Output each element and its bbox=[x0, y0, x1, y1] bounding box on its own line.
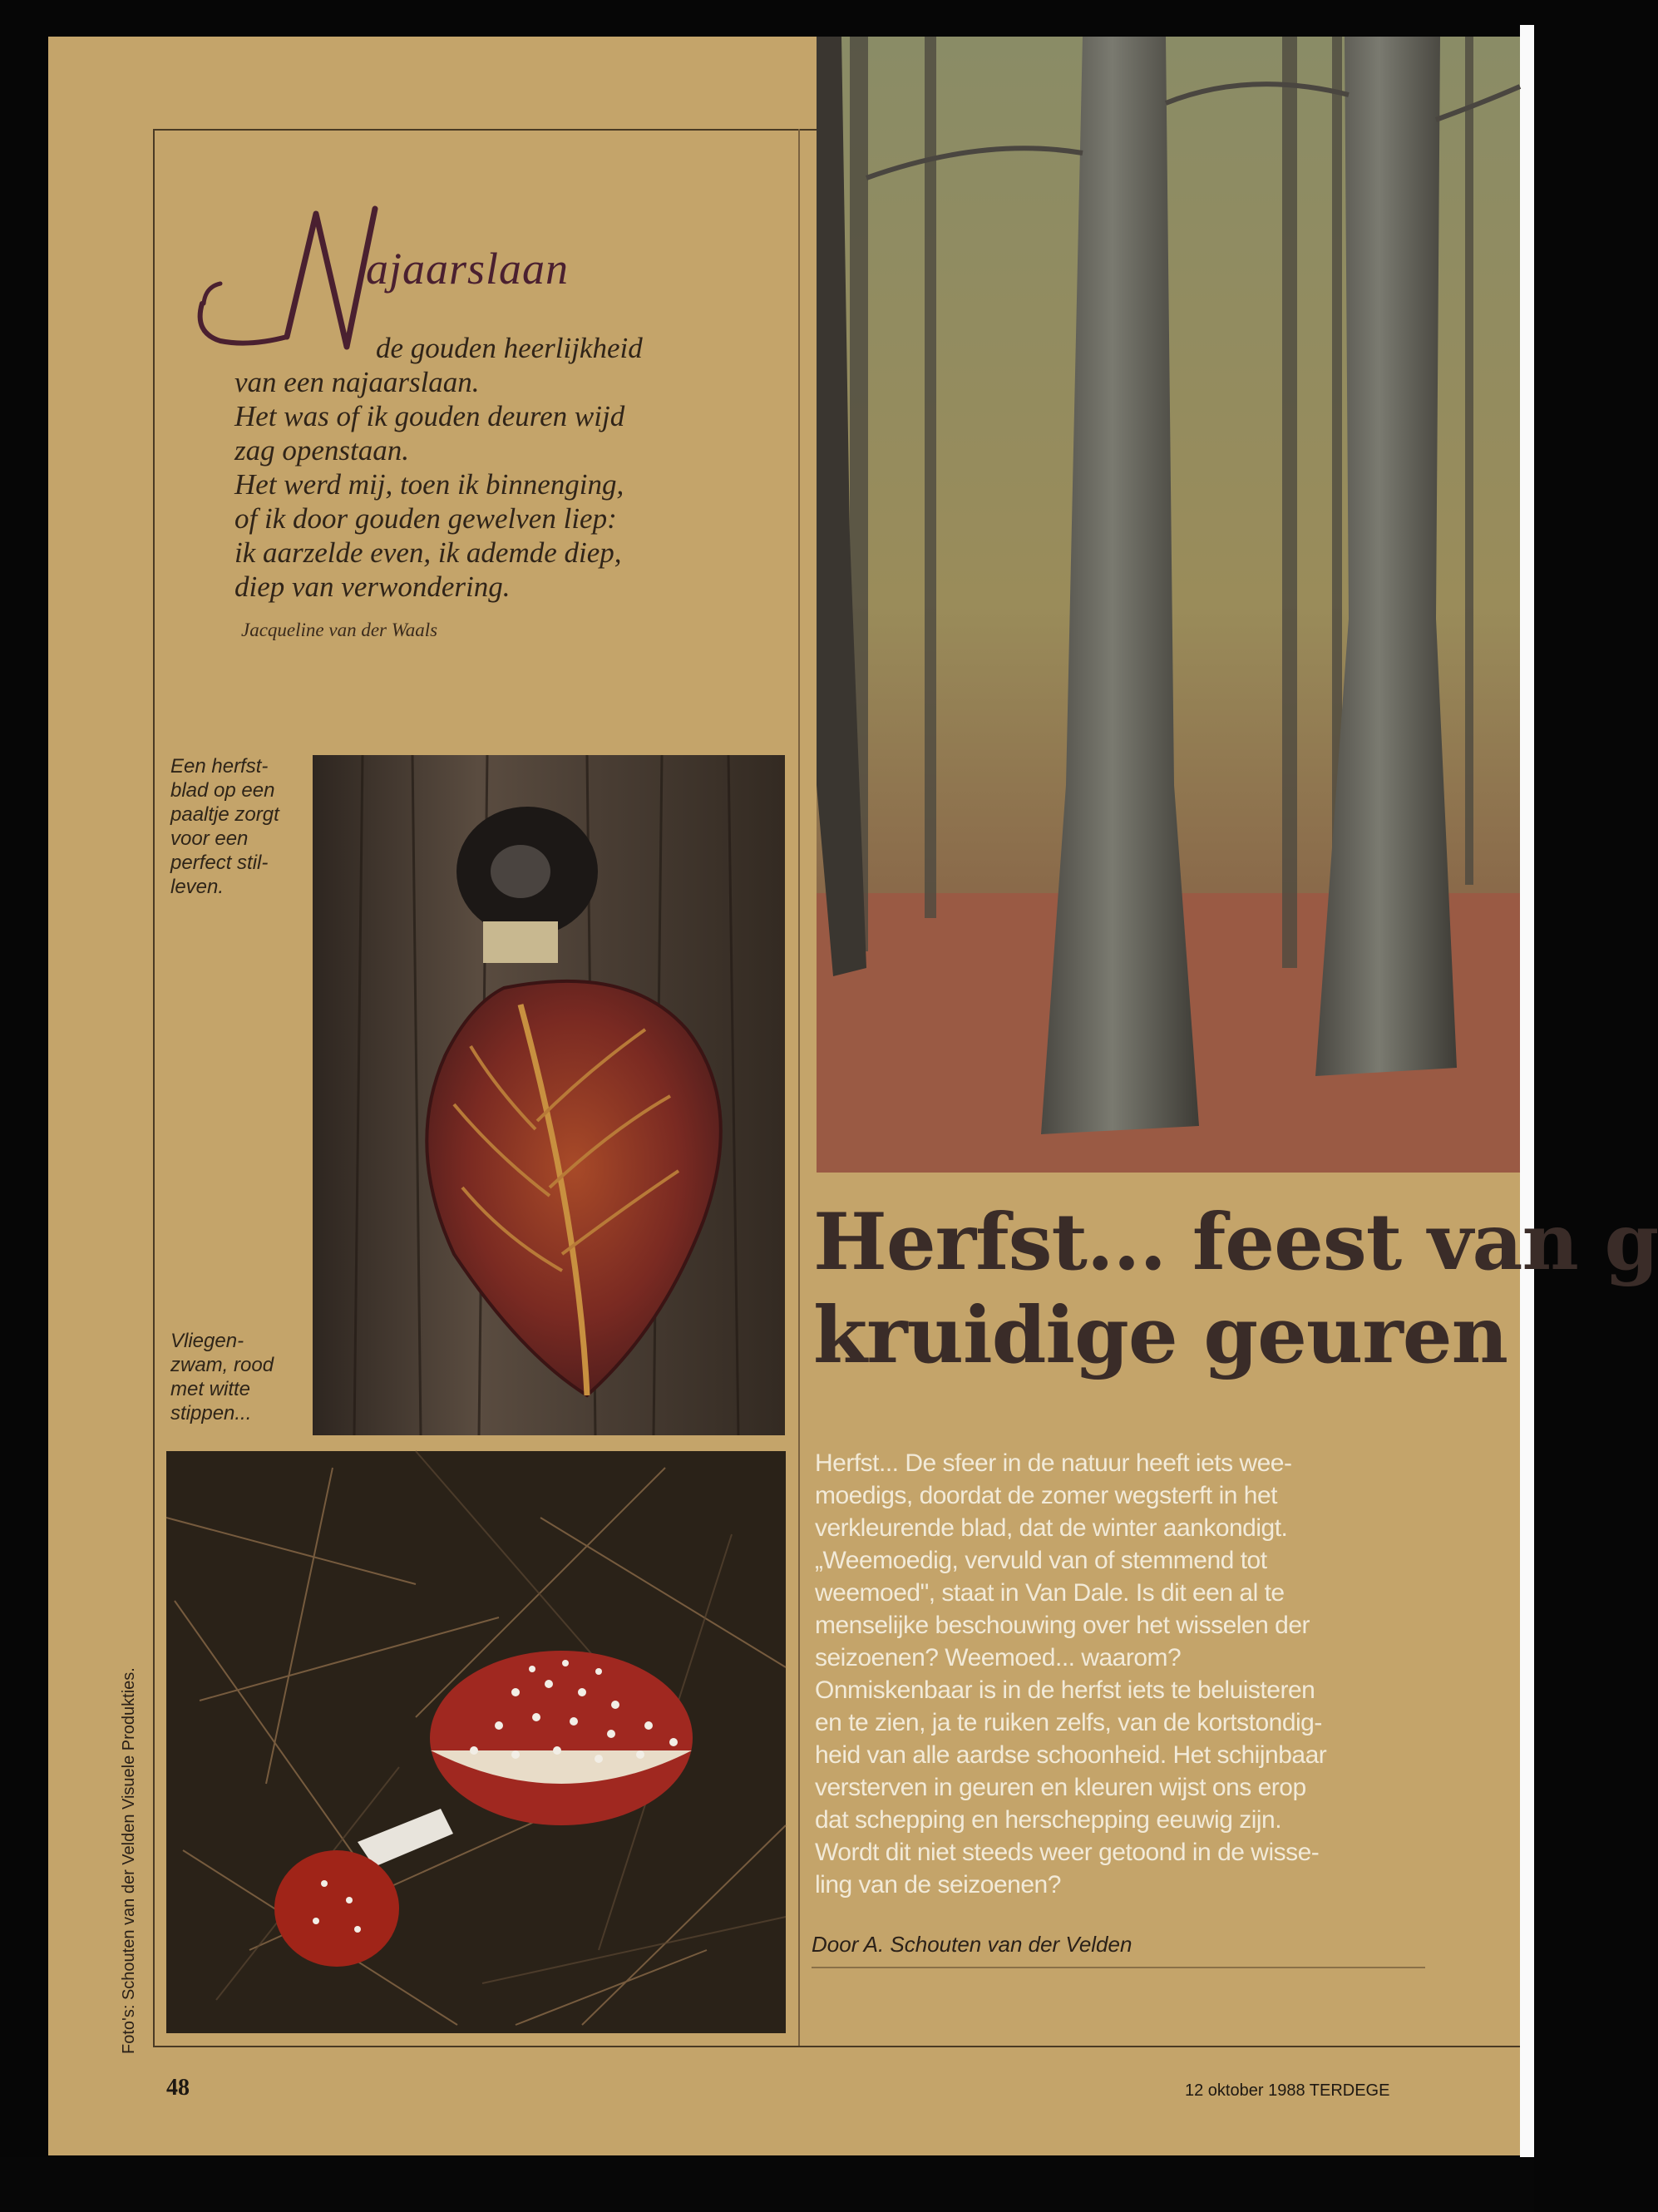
caption-line: voor een bbox=[170, 827, 249, 850]
caption-mushroom bbox=[170, 1329, 303, 1425]
body-line: Onmiskenbaar is in de herfst iets te beluisteren bbox=[815, 1676, 1315, 1704]
body-line: Herfst... De sfeer in de natuur heeft iets wee- bbox=[815, 1449, 1292, 1477]
photo-fly-agaric bbox=[166, 1451, 786, 2033]
article-headline bbox=[813, 1196, 1658, 1382]
caption-line: met witte bbox=[170, 1378, 251, 1400]
body-line: „Weemoedig, vervuld van of stemmend tot bbox=[815, 1547, 1267, 1574]
poem-line: diep van verwondering. bbox=[234, 570, 511, 603]
photo-leaf-on-post bbox=[313, 755, 785, 1435]
poem-line: of ik door gouden gewelven liep: bbox=[234, 502, 617, 535]
page-edge bbox=[1520, 25, 1534, 2179]
headline-line-1: Herfst... feest van g bbox=[813, 1197, 1658, 1288]
caption-leaf bbox=[170, 754, 303, 899]
body-line: weemoed", staat in Van Dale. Is dit een al te bbox=[815, 1579, 1285, 1607]
frame-rule-left bbox=[153, 129, 155, 2046]
leaf-illustration bbox=[313, 755, 785, 1435]
caption-line: leven. bbox=[170, 876, 225, 898]
body-line: Wordt dit niet steeds weer getoond in de wisse- bbox=[815, 1839, 1320, 1866]
poem-text bbox=[234, 331, 775, 604]
body-line: versterven in geuren en kleuren wijst ons erop bbox=[815, 1774, 1306, 1801]
caption-line: perfect stil- bbox=[170, 852, 269, 874]
frame-rule-top bbox=[153, 129, 818, 131]
poem-line: van een najaarslaan. bbox=[234, 366, 480, 398]
poem-line: Het werd mij, toen ik binnenging, bbox=[234, 468, 624, 501]
photo-credit: Foto's: Schouten van der Velden Visuele Produkties. bbox=[120, 1667, 138, 2054]
caption-line: Een herfst- bbox=[170, 755, 269, 778]
body-line: dat schepping en herschepping eeuwig zijn. bbox=[815, 1806, 1282, 1834]
poem-line: zag openstaan. bbox=[234, 434, 409, 467]
caption-line: paaltje zorgt bbox=[170, 803, 279, 826]
body-line: ling van de seizoenen? bbox=[815, 1871, 1061, 1898]
caption-line: blad op een bbox=[170, 779, 275, 802]
body-line: seizoenen? Weemoed... waarom? bbox=[815, 1644, 1182, 1671]
frame-rule-bottom bbox=[153, 2046, 1520, 2047]
caption-line: zwam, rood bbox=[170, 1354, 274, 1376]
caption-line: Vliegen- bbox=[170, 1330, 244, 1352]
body-line: en te zien, ja te ruiken zelfs, van de kortstondig- bbox=[815, 1709, 1322, 1736]
body-line: menselijke beschouwing over het wisselen der bbox=[815, 1612, 1310, 1639]
poem-title: ajaarslaan bbox=[366, 244, 570, 294]
byline-rule bbox=[812, 1967, 1425, 1968]
poem-line: ik aarzelde even, ik ademde diep, bbox=[234, 536, 622, 569]
photo-beech-forest bbox=[817, 37, 1520, 1173]
caption-line: stippen... bbox=[170, 1402, 252, 1424]
poem-line: Het was of ik gouden deuren wijd bbox=[234, 400, 625, 432]
scan-background bbox=[0, 2157, 1534, 2212]
frame-rule-right bbox=[798, 129, 800, 2046]
poem-line: de gouden heerlijkheid bbox=[376, 332, 643, 364]
page-number: 48 bbox=[166, 2075, 190, 2101]
forest-illustration bbox=[817, 37, 1520, 1173]
headline-line-2: kruidige geuren bbox=[813, 1290, 1507, 1381]
article-byline: Door A. Schouten van der Velden bbox=[812, 1932, 1132, 1957]
body-line: moedigs, doordat de zomer wegsterft in het bbox=[815, 1482, 1277, 1509]
mushroom-illustration bbox=[166, 1451, 786, 2033]
article-body bbox=[815, 1447, 1414, 1901]
body-line: verkleurende blad, dat de winter aankondigt. bbox=[815, 1514, 1288, 1542]
poem-author: Jacqueline van der Waals bbox=[241, 620, 438, 640]
issue-info: 12 oktober 1988 TERDEGE bbox=[1185, 2081, 1390, 2100]
body-line: heid van alle aardse schoonheid. Het schijnbaar bbox=[815, 1741, 1327, 1769]
